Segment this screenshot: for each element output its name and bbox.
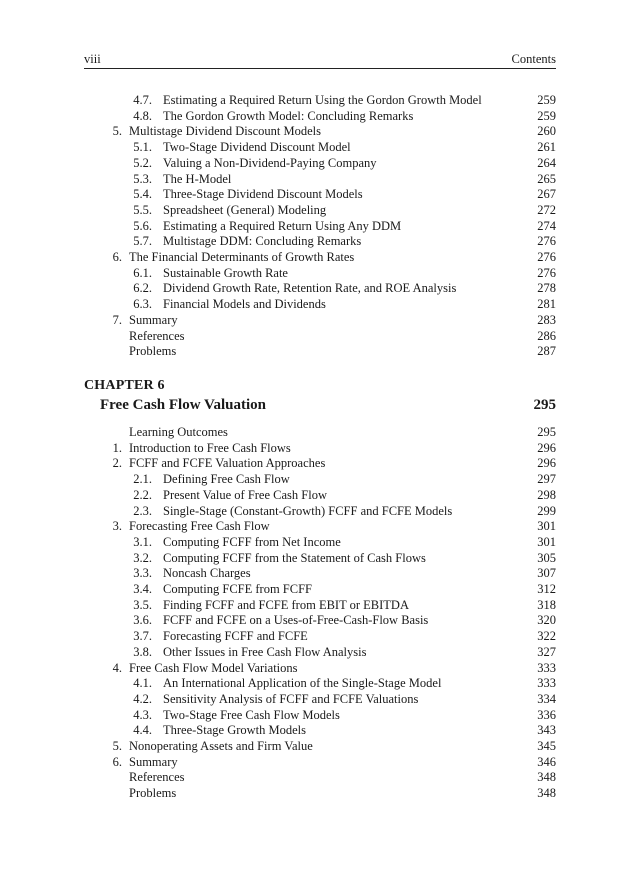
toc-entry-title: Dividend Growth Rate, Retention Rate, and ROE Analysis — [163, 281, 457, 296]
toc-entry-title: Introduction to Free Cash Flows — [129, 440, 291, 455]
toc-entry-page: 260 — [537, 124, 556, 139]
toc-entry[interactable] — [0, 233, 637, 249]
toc-entry-page: 298 — [537, 487, 556, 502]
toc-entry[interactable] — [0, 565, 637, 581]
toc-entry[interactable] — [0, 534, 637, 550]
toc-entry-number: 5.1. — [133, 140, 152, 155]
toc-entry-page: 299 — [537, 503, 556, 518]
toc-entry-page: 336 — [537, 707, 556, 722]
toc-entry-title: References — [129, 770, 185, 785]
toc-entry-title: Two-Stage Free Cash Flow Models — [163, 707, 340, 722]
chapter-title[interactable]: Free Cash Flow Valuation — [100, 397, 266, 413]
toc-entry-number: 4.7. — [133, 93, 152, 107]
toc-entry-number: 3.8. — [133, 644, 152, 659]
toc-entry-page: 305 — [537, 550, 556, 565]
toc-entry-title: Defining Free Cash Flow — [163, 472, 290, 487]
toc-entry[interactable] — [0, 675, 637, 691]
toc-entry-page: 345 — [537, 739, 556, 753]
toc-entry[interactable] — [0, 597, 637, 613]
toc-entry-number: 5.5. — [133, 202, 152, 217]
toc-entry[interactable] — [0, 612, 637, 628]
toc-entry-title: Valuing a Non-Dividend-Paying Company — [163, 155, 377, 170]
toc-entry-page: 261 — [537, 140, 556, 155]
toc-entry-title: Learning Outcomes — [129, 425, 228, 439]
toc-entry[interactable] — [0, 343, 637, 359]
toc-entry-number: 3.1. — [133, 534, 152, 549]
toc-entry[interactable] — [0, 440, 637, 456]
toc-entry[interactable] — [0, 785, 637, 801]
toc-entry-title: Computing FCFF from the Statement of Cash Flows — [163, 550, 426, 565]
toc-entry-title: Computing FCFF from Net Income — [163, 534, 341, 549]
toc-entry[interactable] — [0, 738, 637, 754]
toc-entry-page: 320 — [537, 613, 556, 628]
toc-entry-page: 333 — [537, 676, 556, 691]
toc-entry-number: 1. — [112, 440, 122, 455]
toc-entry-number: 4.1. — [133, 676, 152, 691]
toc-entry-page: 272 — [537, 202, 556, 217]
toc-entry-number: 3.5. — [133, 597, 152, 612]
page-number: viii — [84, 52, 101, 66]
toc-entry-title: The H-Model — [163, 171, 232, 186]
toc-entry-title: Financial Models and Dividends — [163, 297, 326, 312]
toc-entry-number: 2. — [112, 456, 122, 471]
toc-entry-page: 297 — [537, 472, 556, 487]
toc-entry-number: 5.6. — [133, 218, 152, 233]
toc-entry-number: 6. — [112, 250, 122, 264]
toc-entry-title: Forecasting FCFF and FCFE — [163, 629, 308, 644]
toc-entry-number: 6. — [112, 754, 122, 769]
toc-entry[interactable] — [0, 312, 637, 328]
toc-entry-number: 4.4. — [133, 723, 152, 738]
toc-entry[interactable] — [0, 265, 637, 281]
toc-entry-number: 5.4. — [133, 187, 152, 202]
toc-entry-page: 267 — [537, 187, 556, 202]
toc-entry[interactable] — [0, 424, 637, 440]
toc-entry-number: 4.3. — [133, 707, 152, 722]
toc-entry-page: 301 — [537, 519, 556, 534]
toc-entry[interactable] — [0, 92, 637, 108]
toc-entry[interactable] — [0, 550, 637, 566]
toc-entry-title: Three-Stage Growth Models — [163, 723, 307, 738]
toc-entry-number: 6.2. — [133, 281, 152, 296]
toc-entry-page: 295 — [537, 425, 556, 439]
toc-entry[interactable] — [0, 202, 637, 218]
toc-entry[interactable] — [0, 628, 637, 644]
toc-entry-title: Finding FCFF and FCFE from EBIT or EBITDA — [163, 597, 409, 612]
toc-entry[interactable] — [0, 280, 637, 296]
running-head — [84, 52, 556, 69]
toc-entry[interactable] — [0, 518, 637, 534]
toc-entry-title: Noncash Charges — [163, 566, 251, 581]
toc-entry-number: 3. — [112, 519, 122, 534]
toc-entry-page: 278 — [537, 281, 556, 296]
toc-entry-page: 276 — [537, 234, 556, 249]
toc-entry-page: 264 — [537, 155, 556, 170]
toc-entry[interactable] — [0, 186, 637, 202]
toc-entry-title: Other Issues in Free Cash Flow Analysis — [163, 644, 367, 659]
chapter-label: CHAPTER 6 — [84, 378, 165, 393]
toc-entry-title: Single-Stage (Constant-Growth) FCFF and FCFE Models — [163, 503, 453, 518]
toc-entry-page: 312 — [537, 582, 556, 596]
toc-entry[interactable] — [0, 471, 637, 487]
toc-entry-title: The Financial Determinants of Growth Rates — [129, 250, 355, 264]
toc-entry-page: 259 — [537, 93, 556, 107]
toc-entry-title: An International Application of the Single-Stage Model — [163, 676, 442, 691]
toc-entry-page: 346 — [537, 754, 556, 769]
chapter-page-number: 295 — [533, 397, 556, 413]
toc-entry-number: 5. — [112, 739, 122, 753]
toc-entry[interactable] — [0, 769, 637, 785]
toc-entry-title: Estimating a Required Return Using the Gordon Growth Model — [163, 93, 482, 107]
toc-entry-title: Summary — [129, 312, 178, 327]
toc-entry[interactable] — [0, 139, 637, 155]
toc-entry-page: 283 — [537, 312, 556, 327]
toc-entry[interactable] — [0, 722, 637, 738]
toc-entry-number: 3.2. — [133, 550, 152, 565]
toc-entry-page: 318 — [537, 597, 556, 612]
toc-entry-page: 286 — [537, 328, 556, 343]
toc-entry-page: 327 — [537, 644, 556, 659]
toc-entry-title: Estimating a Required Return Using Any DDM — [163, 218, 402, 233]
toc-entry-number: 6.1. — [133, 265, 152, 280]
toc-entry-number: 6.3. — [133, 297, 152, 312]
toc-entry-page: 287 — [537, 344, 556, 359]
toc-entry-title: Forecasting Free Cash Flow — [129, 519, 270, 534]
toc-entry-title: Multistage Dividend Discount Models — [129, 124, 321, 139]
toc-entry-page: 322 — [537, 629, 556, 644]
toc-entry[interactable] — [0, 691, 637, 707]
toc-entry[interactable] — [0, 503, 637, 519]
toc-entry[interactable] — [0, 218, 637, 234]
toc-entry-number: 4. — [112, 660, 122, 675]
toc-entry-number: 3.3. — [133, 566, 152, 581]
toc-entry[interactable] — [0, 581, 637, 597]
toc-entry-page: 276 — [537, 250, 556, 264]
toc-entry[interactable] — [0, 754, 637, 770]
toc-entry-page: 343 — [537, 723, 556, 738]
toc-entry-title: Two-Stage Dividend Discount Model — [163, 140, 351, 155]
toc-entry-number: 5. — [112, 124, 122, 139]
toc-entry-number: 5.7. — [133, 234, 152, 249]
toc-entry[interactable] — [0, 328, 637, 344]
toc-entry-page: 281 — [537, 297, 556, 312]
toc-entry-title: Present Value of Free Cash Flow — [163, 487, 327, 502]
toc-entry-title: Sensitivity Analysis of FCFF and FCFE Valuations — [163, 691, 419, 706]
toc-entry[interactable] — [0, 155, 637, 171]
toc-entry-number: 3.6. — [133, 613, 152, 628]
toc-entry-title: Problems — [129, 786, 177, 801]
toc-entry[interactable] — [0, 707, 637, 723]
toc-entry-page: 259 — [537, 108, 556, 123]
toc-entry-title: FCFF and FCFE on a Uses-of-Free-Cash-Flow Basis — [163, 613, 429, 628]
toc-entry[interactable] — [0, 660, 637, 676]
toc-entry-page: 276 — [537, 265, 556, 280]
toc-entry-title: Spreadsheet (General) Modeling — [163, 202, 327, 217]
toc-entry-number: 5.3. — [133, 171, 152, 186]
toc-entry-page: 333 — [537, 660, 556, 675]
toc-entry-number: 7. — [112, 312, 122, 327]
toc-entry-page: 274 — [537, 218, 556, 233]
toc-entry-title: Nonoperating Assets and Firm Value — [129, 739, 313, 753]
toc-entry-title: Free Cash Flow Model Variations — [129, 660, 298, 675]
toc-entry-title: Computing FCFE from FCFF — [163, 582, 312, 596]
toc-entry-number: 2.2. — [133, 487, 152, 502]
toc-entry[interactable] — [0, 644, 637, 660]
toc-entry-title: References — [129, 328, 185, 343]
toc-entry[interactable] — [0, 123, 637, 139]
toc-entry[interactable] — [0, 108, 637, 124]
toc-entry-page: 348 — [537, 770, 556, 785]
toc-entry[interactable] — [0, 296, 637, 312]
toc-entry[interactable] — [0, 249, 637, 265]
toc-entry-title: The Gordon Growth Model: Concluding Remarks — [163, 108, 414, 123]
running-title: Contents — [511, 52, 556, 66]
toc-entry-title: Problems — [129, 344, 177, 359]
toc-entry-title: Multistage DDM: Concluding Remarks — [163, 234, 362, 249]
toc-entry-title: Three-Stage Dividend Discount Models — [163, 187, 363, 202]
toc-entry[interactable] — [0, 171, 637, 187]
toc-entry-title: FCFF and FCFE Valuation Approaches — [129, 456, 326, 471]
toc-entry-title: Sustainable Growth Rate — [163, 265, 288, 280]
toc-entry-number: 4.8. — [133, 108, 152, 123]
toc-entry-page: 334 — [537, 691, 556, 706]
toc-entry-page: 296 — [537, 440, 556, 455]
toc-entry-page: 307 — [537, 566, 556, 581]
toc-entry[interactable] — [0, 455, 637, 471]
toc-entry-page: 265 — [537, 171, 556, 186]
toc-entry[interactable] — [0, 487, 637, 503]
toc-entry-number: 2.1. — [133, 472, 152, 487]
toc-entry-page: 348 — [537, 786, 556, 801]
toc-entry-number: 2.3. — [133, 503, 152, 518]
toc-entry-number: 3.7. — [133, 629, 152, 644]
toc-entry-number: 3.4. — [133, 582, 152, 596]
toc-entry-page: 301 — [537, 534, 556, 549]
toc-entry-page: 296 — [537, 456, 556, 471]
toc-entry-number: 5.2. — [133, 155, 152, 170]
toc-entry-number: 4.2. — [133, 691, 152, 706]
toc-entry-title: Summary — [129, 754, 178, 769]
